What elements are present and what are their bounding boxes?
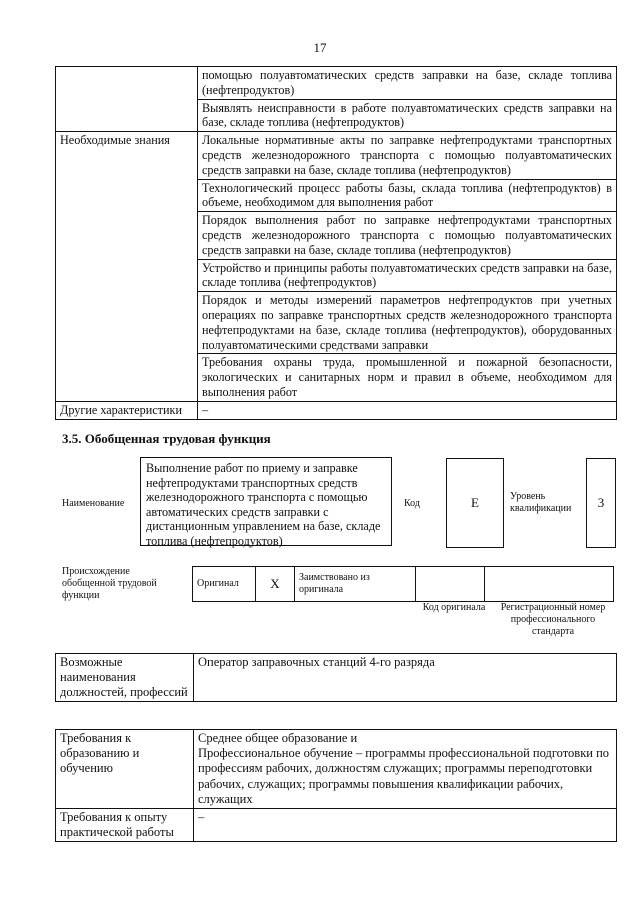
table-row (193, 567, 614, 602)
table-row (56, 401, 617, 419)
requirements-table (55, 729, 617, 842)
positions-table (55, 653, 617, 702)
origin-label: Происхождение обобщенной трудовой функции (62, 566, 157, 601)
origin-original-label: Оригинал (193, 567, 256, 602)
page-number: 17 (313, 40, 327, 55)
origin-code-cell (416, 567, 485, 602)
origin-table (192, 566, 614, 602)
origin-code-caption: Код оригинала (422, 602, 486, 613)
level-value-box: 3 (586, 458, 616, 548)
knowledge-cell: Локальные нормативные акты по заправке нефтепродуктами транспортных средств железнодорожного транспорта с помощью полуавтоматических средств заправки на базе, складе топлива (нефтепродуктов) (198, 132, 617, 179)
education-line: Среднее общее образование и (198, 731, 358, 745)
origin-borrowed-label: Заимствовано из оригинала (295, 567, 416, 602)
education-value (194, 730, 617, 809)
knowledge-cell: Порядок выполнения работ по заправке нефтепродуктами транспортных средств железнодорожного транспорта с помощью полуавтоматических средств заправки на базе, складе топлива (нефтепродуктов) (198, 212, 617, 259)
function-name-box: Выполнение работ по приему и заправке нефтепродуктами транспортных средств железнодорожного транспорта с помощью автоматических средств заправки с дистанционным управлением на базе, складе топлива (нефтепродуктов) (140, 457, 392, 546)
other-label: Другие характеристики (56, 401, 198, 419)
education-label: Требования к образованию и обучению (56, 730, 194, 809)
table-row (56, 730, 617, 809)
name-label: Наименование (62, 498, 125, 509)
section-heading: 3.5. Обобщенная трудовая функция (62, 431, 271, 446)
experience-label: Требования к опыту практической работы (56, 809, 194, 842)
label-cell-empty (56, 67, 198, 132)
code-value-box: E (446, 458, 504, 548)
skill-cell: помощью полуавтоматических средств заправки на базе, складе топлива (нефтепродуктов) (198, 67, 617, 100)
skills-knowledge-table (55, 66, 617, 420)
table-row (56, 809, 617, 842)
level-label: Уровень квалификации (510, 491, 572, 514)
origin-reg-caption: Регистрационный номер профессионального стандарта (500, 602, 606, 637)
knowledge-label: Необходимые знания (56, 132, 198, 402)
education-line: Профессиональное обучение – программы профессиональной подготовки по профессиям рабочих, должностям служащих; программы переподготовки рабочих, служащих; программы повышения квалификации рабочих, служащих (198, 746, 610, 806)
positions-label: Возможные наименования должностей, профессий (56, 654, 194, 702)
knowledge-cell: Технологический процесс работы базы, склада топлива (нефтепродуктов) в объеме, необходимом для выполнения работ (198, 179, 617, 212)
origin-reg-cell (485, 567, 614, 602)
table-row (56, 132, 617, 179)
origin-mark: X (256, 567, 295, 602)
knowledge-cell: Устройство и принципы работы полуавтоматических средств заправки на базе, складе топлива (нефтепродуктов) (198, 259, 617, 292)
other-value: – (198, 401, 617, 419)
skill-cell: Выявлять неисправности в работе полуавтоматических средств заправки на базе, складе топлива (нефтепродуктов) (198, 99, 617, 132)
positions-value: Оператор заправочных станций 4-го разряда (194, 654, 617, 702)
table-row (56, 67, 617, 100)
knowledge-cell: Порядок и методы измерений параметров нефтепродуктов при учетных операциях по заправке транспортных средств железнодорожного транспорта нефтепродуктами на базе, складе топлива (нефтепродуктов), оборудованных полуавтоматическими средствами заправки (198, 292, 617, 354)
experience-value: – (194, 809, 617, 842)
knowledge-cell: Требования охраны труда, промышленной и пожарной безопасности, экологических и санитарных норм и правил в объеме, необходимом для выполнения работ (198, 354, 617, 401)
table-row (56, 654, 617, 702)
code-label: Код (404, 498, 420, 509)
